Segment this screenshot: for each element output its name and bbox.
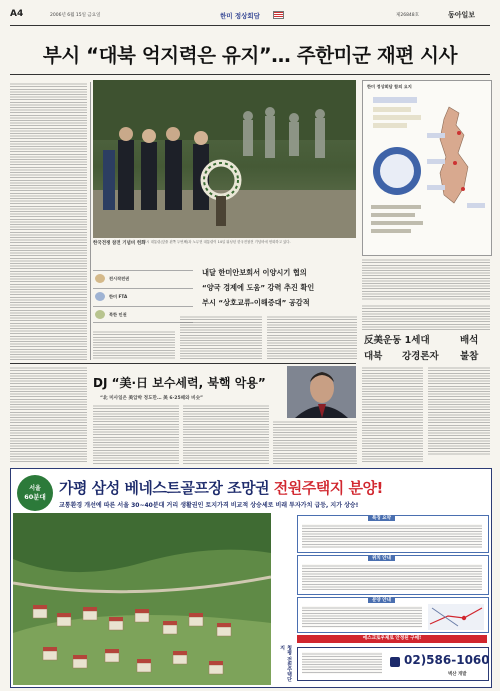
side-column-kicker: 反美운동 1세대 (364, 335, 430, 346)
key-row-label: 한미 FTA (109, 294, 128, 299)
ad-box-title: 위치 안내 (368, 555, 395, 561)
summary-diagram (362, 80, 492, 256)
ad-info-box-3 (297, 597, 489, 633)
sub-headline-1: 내달 한미안보회서 이양시기 협의 (202, 268, 307, 277)
issue-number: 제26848호 (396, 13, 420, 18)
ad-map-graphic (428, 604, 484, 630)
portrait-photo (287, 366, 356, 418)
side-column-title-end: 불참 (460, 351, 479, 362)
key-row-3 (93, 306, 193, 323)
headline-rule (10, 74, 490, 75)
ad-headline (59, 477, 383, 498)
ad-info-box-2 (297, 555, 489, 595)
side-column-intro (362, 304, 490, 330)
flag-icon (273, 11, 284, 19)
issue-date: 2006년 6월 15일 금요일 (50, 13, 101, 18)
photo-scene (93, 80, 356, 238)
section-rule (10, 363, 356, 364)
key-points-box (93, 268, 193, 326)
article-body-b (180, 315, 262, 360)
ad-badge-line2: 60분대 (24, 493, 46, 501)
side-column-body-a (362, 366, 423, 464)
photo-title: 한국전쟁 참전 기념비 헌화 (93, 241, 146, 246)
key-row-label: 북한 인권 (109, 312, 127, 317)
side-column-title-left: 대북 (364, 351, 383, 362)
sub-headline-3: 부시 “상호교류-이해증대” 공감적 (202, 298, 310, 307)
ad-brand: 삼성 (91, 479, 120, 497)
second-headline: DJ “美·日 보수세력, 북핵 악용” (93, 376, 266, 390)
ad-badge (17, 475, 53, 511)
diagram-title: 한미 정상회담 합의 요지 (367, 84, 412, 89)
page-number: A4 (10, 9, 24, 19)
ad-badge-line1: 서울 (29, 485, 41, 492)
lead-photo (93, 80, 356, 238)
ad-aerial-photo (13, 513, 271, 685)
side-column-body-b (428, 366, 490, 456)
right-article-column (362, 258, 490, 300)
sub-headline-2: “양국 경제에 도움” 강력 추진 확인 (202, 283, 315, 292)
diagram-graphic (367, 93, 487, 251)
ad-contact (297, 647, 489, 681)
ad-box-text (302, 564, 482, 590)
ad-box-title: 특징 요약 (368, 515, 395, 521)
second-story-body-b (183, 404, 269, 464)
portrait-graphic (287, 366, 356, 418)
ad-vertical-title: 청평 전원주택단지 (279, 645, 292, 682)
article-body-a (93, 330, 175, 360)
paper-name: 동아일보 (448, 11, 476, 19)
ad-headline-main: 베네스트골프장 조망권 (124, 479, 270, 497)
key-row-2 (93, 288, 193, 304)
article-body-c (267, 315, 357, 360)
side-column-title-right: 배석 (460, 335, 479, 346)
column-divider (90, 82, 91, 360)
ad-place: 가평 (59, 479, 87, 497)
ad-box-title: 분양 안내 (368, 597, 395, 603)
phone-icon (390, 657, 400, 667)
aerial-graphic (13, 513, 271, 685)
side-column-title-mid: 강경론자 (402, 351, 439, 362)
ad-contact-text (302, 652, 382, 674)
ad-subline: 교통환경 개선에 따른 서울 30~40분대 거리 생활권인 토지가격 비교적 상승세로 비래 투자가치 급등, 지가 상승! (59, 502, 359, 509)
side-column-title-row (362, 348, 490, 362)
ad-box-text (302, 524, 482, 548)
ad-company: 벽산 개발 (448, 672, 467, 677)
key-row-icon (95, 310, 105, 319)
lead-article-column (10, 82, 87, 360)
ad-headline-red: 전원주택지 분양! (273, 479, 383, 497)
advertisement (10, 468, 492, 688)
ad-promo-bar: 에스크로우제로 안정된 구매! (297, 635, 487, 643)
main-headline: 부시 “대북 억지력은 유지”… 주한미군 재편 시사 (42, 44, 458, 67)
section-title: 한미 정상회담 (220, 12, 260, 20)
second-story-body-a (93, 404, 179, 464)
masthead (10, 9, 490, 25)
ad-box-text (302, 606, 422, 628)
key-row-label: 전시작전권 (109, 276, 130, 281)
key-row-icon (95, 292, 105, 301)
key-row-icon (95, 274, 105, 283)
second-subhead: “北 미사일은 美압박 정도만… 美 6·25때와 비슷” (100, 396, 204, 401)
key-row-1 (93, 270, 193, 286)
ad-phone[interactable]: 02)586-1060 (404, 653, 490, 667)
second-story-left (10, 366, 87, 464)
ad-info-box-1 (297, 515, 489, 553)
masthead-rule (10, 25, 490, 26)
second-story-body-c (273, 420, 357, 464)
photo-caption: 부시 대통령(앞줄 왼쪽 두번째)과 노무현 대통령이 14일 워싱턴 한국전참전 기념비에 헌화하고 있다. (143, 240, 291, 244)
